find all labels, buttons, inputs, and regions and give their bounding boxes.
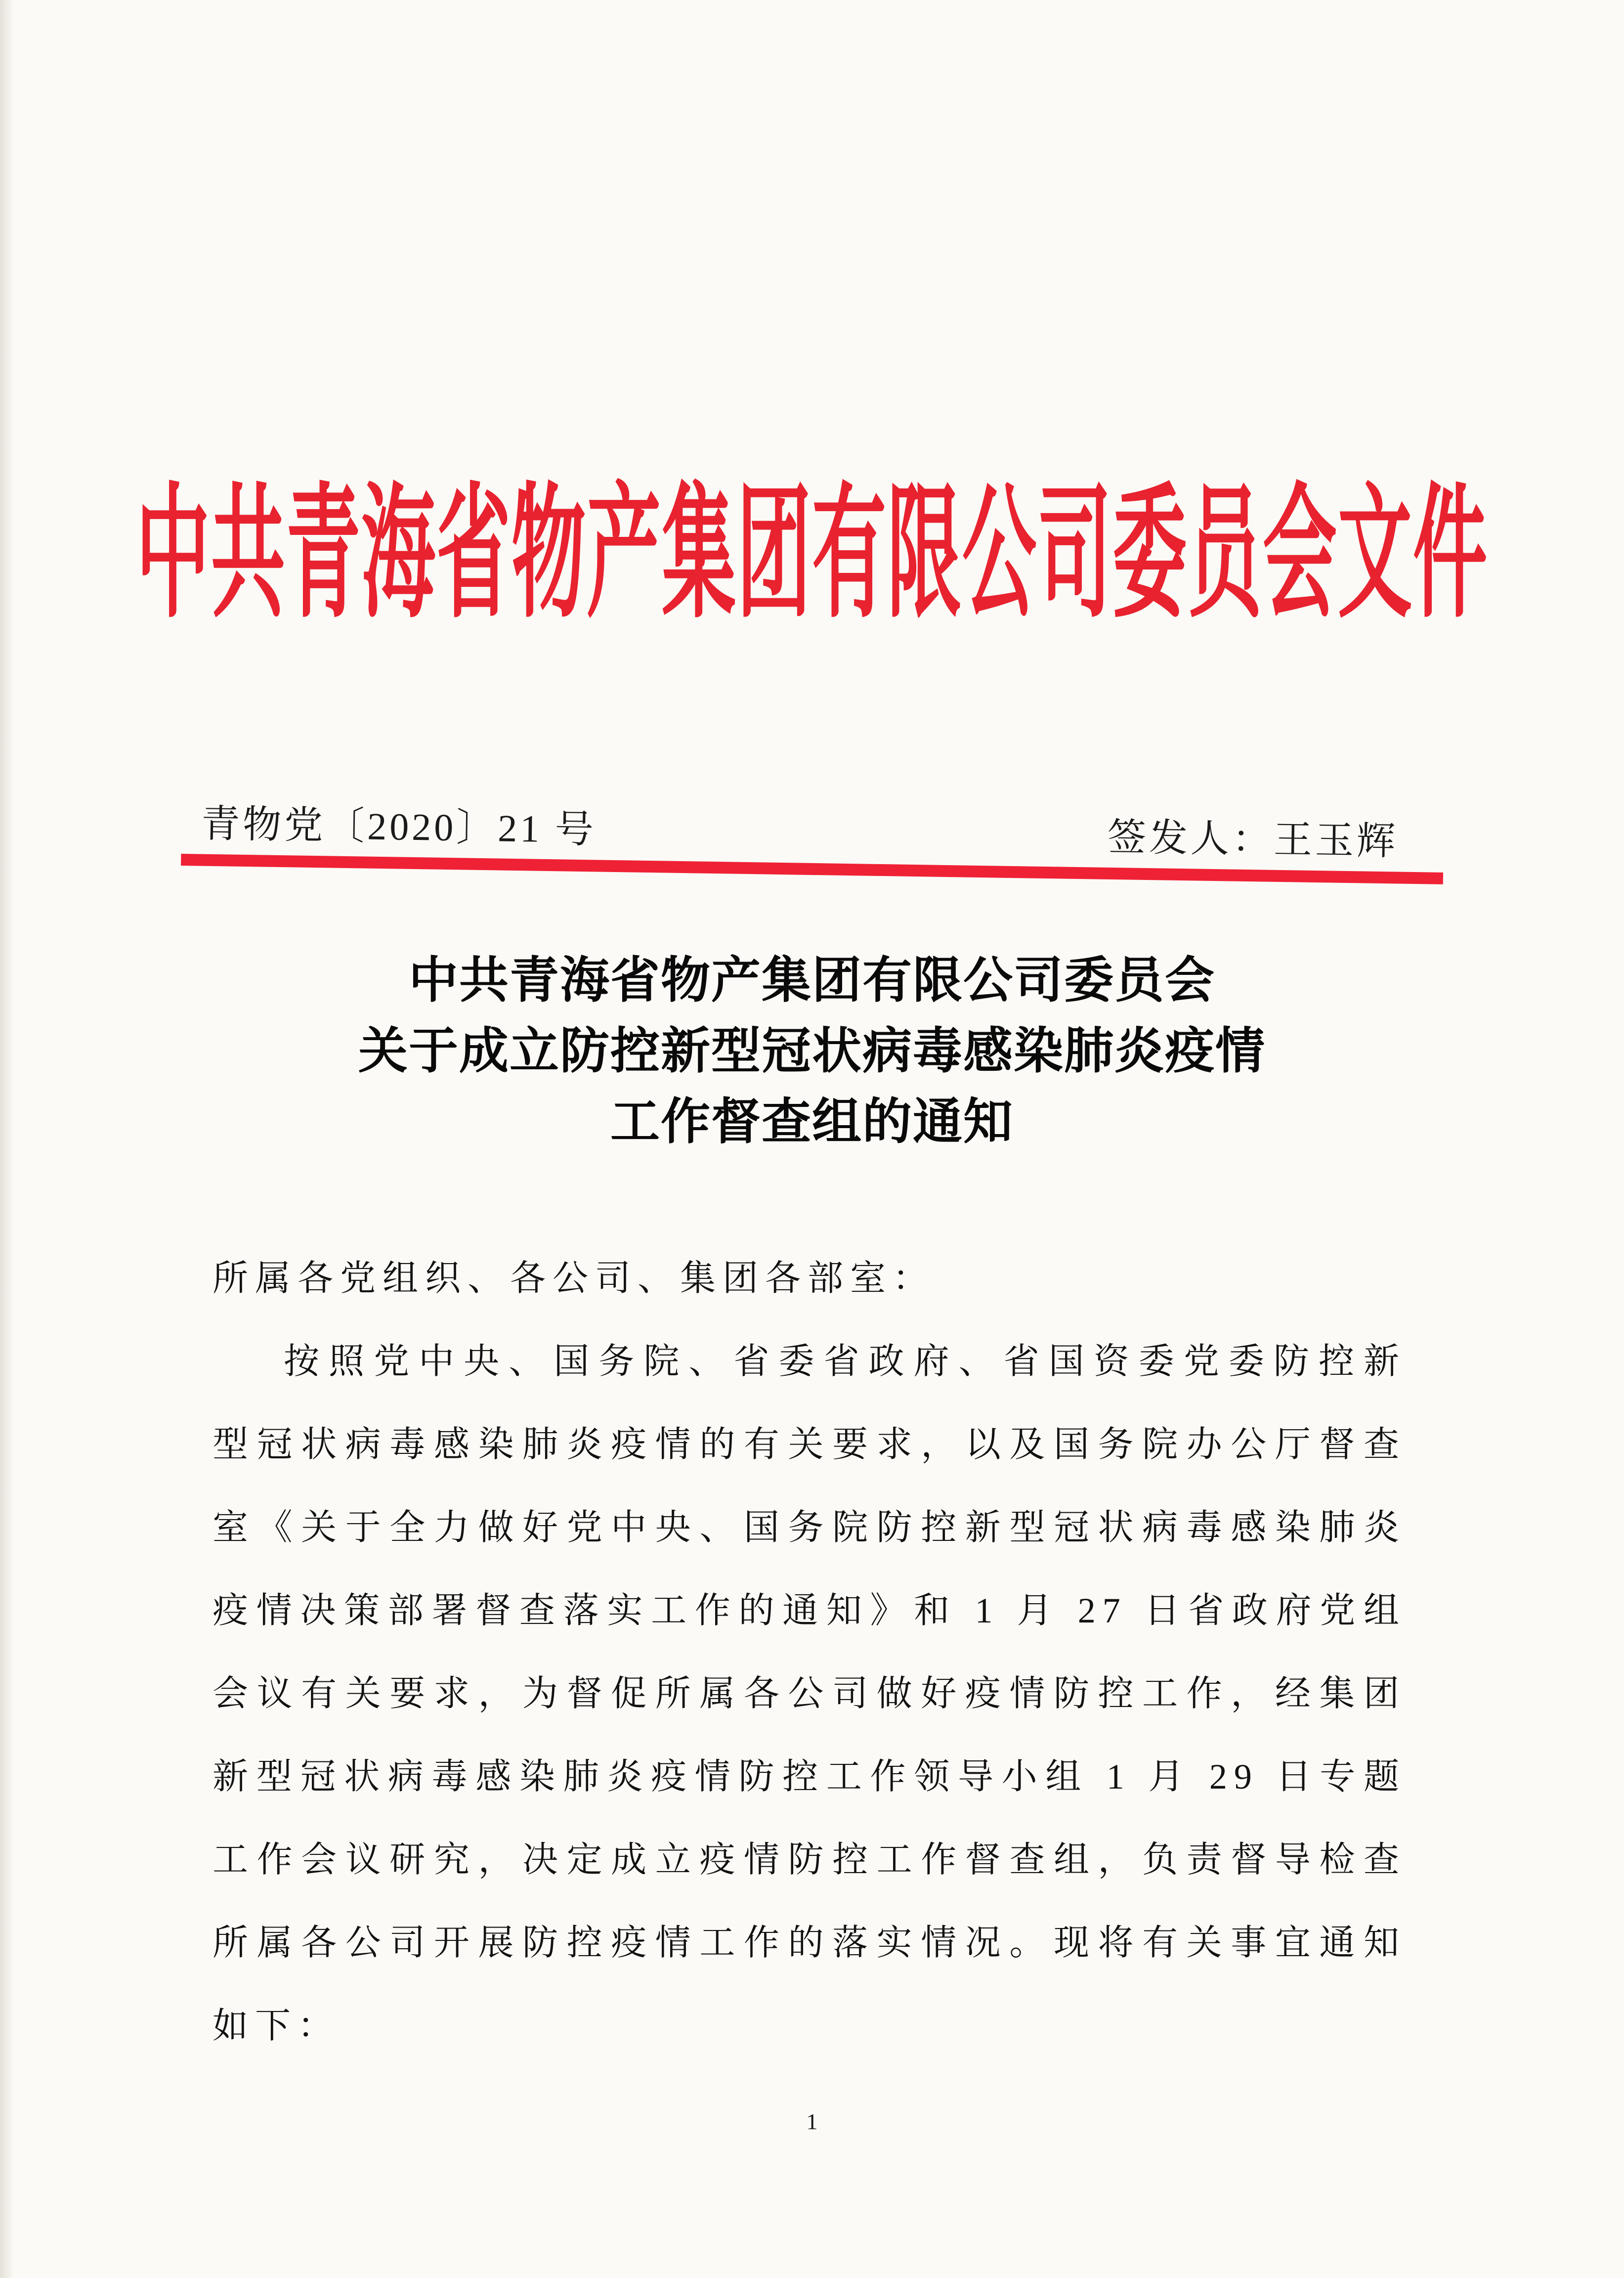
body-line: 室《关于全力做好党中央、国务院防控新型冠状病毒感染肺炎 <box>213 1508 1406 1547</box>
issuer-name: 王玉辉 <box>1273 818 1399 863</box>
issuer-label: 签发人： <box>1107 815 1274 861</box>
body-line: 所属各公司开展防控疫情工作的落实情况。现将有关事宜通知 <box>213 1923 1406 1963</box>
body-line: 如下： <box>213 2006 341 2046</box>
doc-number-row <box>181 800 1444 866</box>
doc-number: 青物党〔2020〕21 号 <box>201 802 597 851</box>
document-body <box>213 1237 1406 2067</box>
salutation-line: 所属各党组织、各公司、集团各部室： <box>213 1259 936 1298</box>
body-line: 会议有关要求，为督促所属各公司做好疫情防控工作，经集团 <box>213 1674 1406 1713</box>
body-line: 按照党中央、国务院、省委省政府、省国资委党委防控新 <box>284 1342 1406 1381</box>
document-title-line-3: 工作督查组的通知 <box>610 1094 1014 1149</box>
body-line: 新型冠状病毒感染肺炎疫情防控工作领导小组 1 月 29 日专题 <box>213 1757 1406 1796</box>
body-line: 型冠状病毒感染肺炎疫情的有关要求，以及国务院办公厅督查 <box>213 1425 1406 1464</box>
document-title <box>84 945 1540 1157</box>
letterhead-title: 中共青海省物产集团有限公司委员会文件 <box>135 475 1488 635</box>
letterhead <box>84 470 1540 640</box>
page-number: 1 <box>806 2109 818 2134</box>
body-line: 工作会议研究，决定成立疫情防控工作督查组，负责督导检查 <box>213 1840 1406 1880</box>
document-title-line-1: 中共青海省物产集团有限公司委员会 <box>409 953 1215 1008</box>
issuer <box>1107 814 1398 865</box>
docinfo-section <box>181 800 1444 884</box>
document-title-line-2: 关于成立防控新型冠状病毒感染肺炎疫情 <box>358 1023 1266 1079</box>
body-line: 疫情决策部署督查落实工作的通知》和 1 月 27 日省政府党组 <box>213 1591 1406 1630</box>
